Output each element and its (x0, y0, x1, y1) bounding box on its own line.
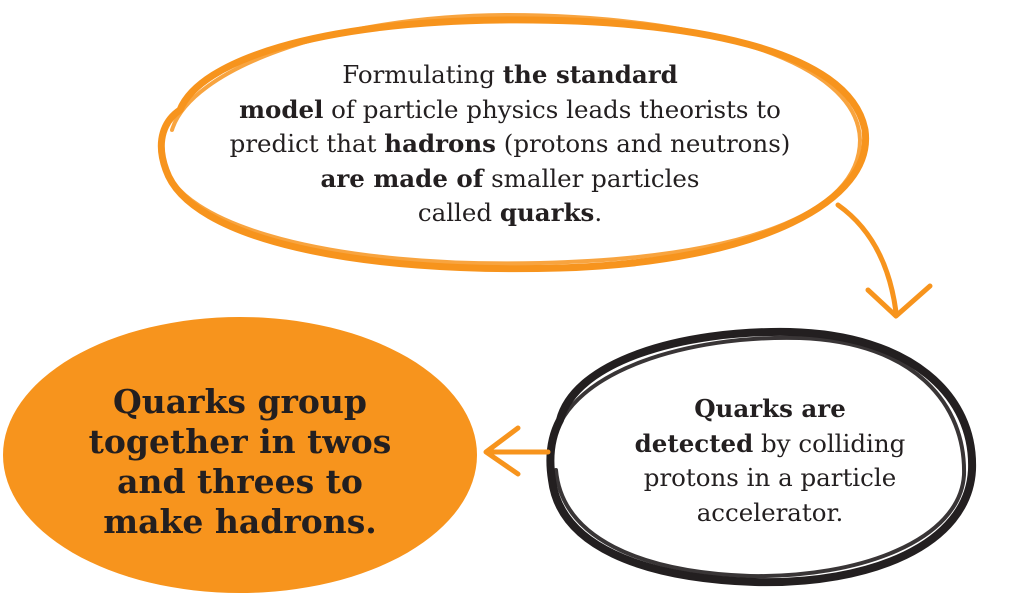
theory-text-segment: predict that (229, 129, 385, 158)
theory-text-segment: smaller particles (483, 163, 700, 193)
result-text-segment: and threes to (117, 462, 363, 501)
experiment-text-segment: Quarks are (694, 394, 846, 423)
result-text-segment: Quarks group (113, 382, 367, 421)
arrow-experiment-to-result (486, 428, 548, 474)
theory-text-segment: are made of (320, 163, 484, 193)
experiment-text-segment: by colliding (753, 428, 906, 458)
node-experiment-text (600, 392, 940, 530)
theory-text-segment: . (594, 198, 603, 227)
theory-text-segment: of particle physics leads theorists to (323, 94, 781, 124)
theory-text-segment: Formulating (342, 60, 503, 89)
theory-text-segment: model (239, 94, 324, 124)
theory-text-segment: called (417, 198, 500, 227)
theory-text-segment: hadrons (384, 129, 496, 158)
node-theory-text (180, 58, 840, 231)
experiment-text-segment: accelerator. (696, 497, 844, 527)
theory-text-segment: (protons and neutrons) (495, 129, 791, 158)
node-result-text (30, 382, 450, 542)
arrow-theory-to-experiment (838, 205, 930, 316)
experiment-text-segment: protons in a particle (643, 463, 897, 492)
theory-text-segment: the standard (502, 60, 678, 89)
arrow-theory-to-experiment-line (838, 205, 896, 312)
arrow-theory-to-experiment-head (868, 286, 930, 316)
theory-text-segment: quarks (499, 198, 595, 227)
result-text-segment: together in twos (88, 422, 392, 461)
experiment-text-segment: detected (634, 428, 754, 458)
result-text-segment: make hadrons. (103, 502, 377, 541)
